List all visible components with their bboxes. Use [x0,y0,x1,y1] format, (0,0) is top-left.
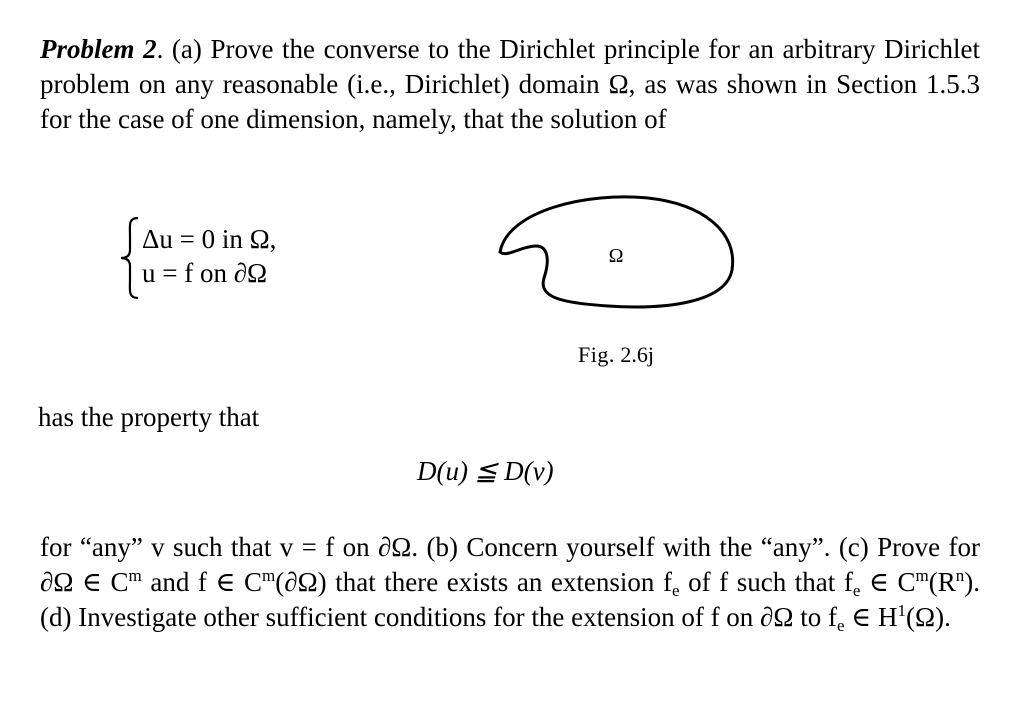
figure-caption [578,342,654,368]
closing-text-5: ∈ C [860,567,916,597]
problem-label: Problem 2 [40,34,157,64]
closing-text-1: for “any” v such that v = f on ∂Ω. (b) Concern yourself with the “any”. (c) Prove for ∂Ω ∈ C [40,532,980,597]
figure-caption-number: 2.6j [620,342,654,367]
superscript-n: n [955,566,965,585]
closing-text-4: of f such that f [679,567,853,597]
boundary-condition: u = f on ∂Ω [142,258,268,288]
has-property-text: has the property that [38,402,260,432]
closing-text-3: (∂Ω) that there exists an extension f [275,567,672,597]
intro-text: (a) Prove the converse to the Dirichlet principle for an arbitrary Dirichlet problem on any reasonable (i.e., Dirichlet) domain Ω, as was shown in Section 1.5.3 for the case of one dimension, namely, that the solution of [40,34,981,134]
laplace-equation: Δu = 0 in Ω, [142,224,277,254]
left-brace-icon [118,216,142,300]
superscript-1: 1 [897,601,907,620]
problem-statement-intro: Problem 2. (a) Prove the converse to the Dirichlet principle for an arbitrary Dirichlet problem on any reasonable (i.e., Dirichlet) domain Ω, as was shown in Section 1.5.3 for the case of one dimension, namely, that the solution of [40,34,981,134]
dirichlet-inequality: D(u) ≦ D(v) [417,456,554,486]
subscript-e: e [671,581,680,600]
problem-statement-closing [40,530,980,635]
closing-text-7: ). (d) Investigate other sufficient conditions for the extension of f on ∂Ω to f [40,567,981,632]
omega-label: Ω [608,245,624,267]
domain-figure [488,190,748,320]
subscript-e: e [852,581,861,600]
closing-text-6: (R [928,567,956,597]
closing-text-9: (Ω). [906,602,951,632]
subscript-e: e [836,616,845,635]
closing-text-8: ∈ H [844,602,898,632]
superscript-m: m [128,566,142,585]
figure-caption-prefix: Fig. [578,342,615,367]
superscript-m: m [262,566,276,585]
superscript-m: m [915,566,929,585]
closing-text-2: and f ∈ C [141,567,263,597]
